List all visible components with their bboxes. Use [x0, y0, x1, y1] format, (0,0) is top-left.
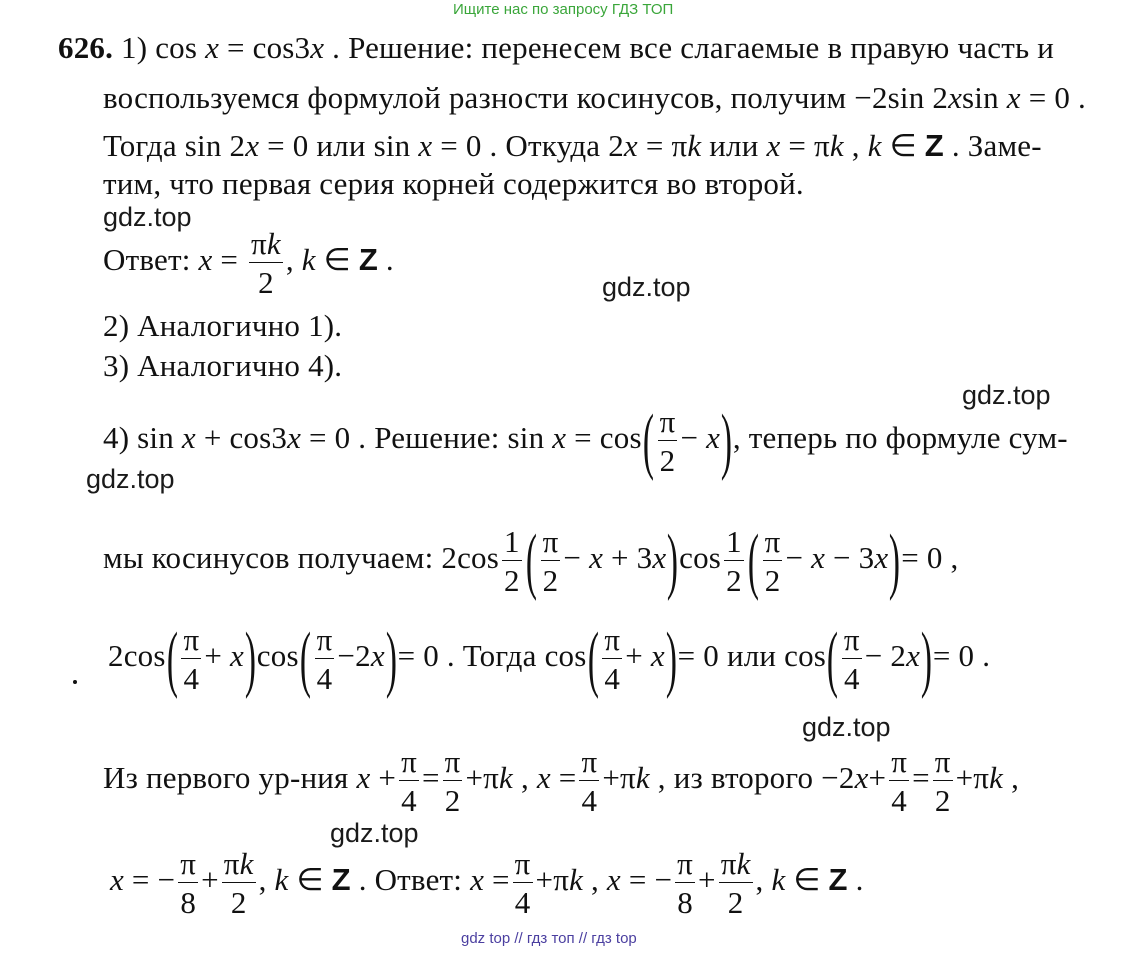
- line-3: Тогда sin 2x = 0 или sin x = 0 . Откуда 2x = πk или x = πk , k ∈ Z . Заме-: [103, 128, 1042, 163]
- line-2: воспользуемся формулой разности косинусов, получим −2sin 2xsin x = 0 .: [103, 80, 1086, 115]
- line-part4: 4) sin x + cos3x = 0 . Решение: sin x = cos( $\frac{\pi}{2}$ − x), теперь по формуле сум-: [103, 400, 1068, 482]
- line-final-answer: x = − $\frac{\pi}{8}$ + $\frac{\pi k}{2}$ , k ∈ Z . Ответ: x = $\frac{\pi}{4}$ +πk , x = − $\frac{\pi}{8}$ + $\frac{\pi k}{2}$ , k ∈ Z .: [110, 846, 864, 920]
- top-banner: Ищите нас по запросу ГДЗ ТОП: [453, 1, 674, 18]
- watermark-5: gdz.top: [802, 712, 891, 742]
- line-part3: 3) Аналогично 4).: [103, 348, 343, 383]
- line-1: [58, 30, 1054, 66]
- line-part2: 2) Аналогично 1).: [103, 308, 343, 343]
- problem-number: 626.: [58, 30, 114, 65]
- line-sum-cosines: мы косинусов получаем: 2cos $\frac{1}{2}$ ( $\frac{\pi}{2}$ − x + 3x)cos $\frac{1}{2}$ ( $\frac{\pi}{2}$ − x − 3x)= 0 ,: [103, 520, 959, 602]
- watermark-3: gdz.top: [962, 380, 1051, 410]
- line-equations: Из первого ур-ния x + $\frac{\pi}{4}$ = $\frac{\pi}{2}$ +πk , x = $\frac{\pi}{4}$ +πk , из второго −2x+ $\frac{\pi}{4}$ = $\frac{\pi}{2}$ +πk ,: [103, 744, 1020, 818]
- line-product: 2cos( $\frac{\pi}{4}$ + x)cos( $\frac{\pi}{4}$ −2x)= 0 . Тогда cos( $\frac{\pi}{4}$ + x)= 0 или cos( $\frac{\pi}{4}$ − 2x)= 0 .: [108, 618, 991, 700]
- bottom-banner: gdz top // гдз топ // гдз top: [461, 930, 637, 947]
- part1-statement: 1) cos x = cos3x . Решение: перенесем все слагаемые в правую часть и: [121, 30, 1055, 65]
- watermark-4: gdz.top: [86, 464, 175, 494]
- stray-dot: [73, 680, 77, 684]
- answer-label: Ответ:: [103, 242, 191, 278]
- line-4: тим, что первая серия корней содержится во второй.: [103, 166, 804, 201]
- answer-1: Ответ: x = $\frac{\pi k}{2}$ , k ∈ Z .: [103, 226, 394, 300]
- watermark-2: gdz.top: [602, 272, 691, 302]
- watermark-6: gdz.top: [330, 818, 419, 848]
- watermark-1: gdz.top: [103, 202, 192, 232]
